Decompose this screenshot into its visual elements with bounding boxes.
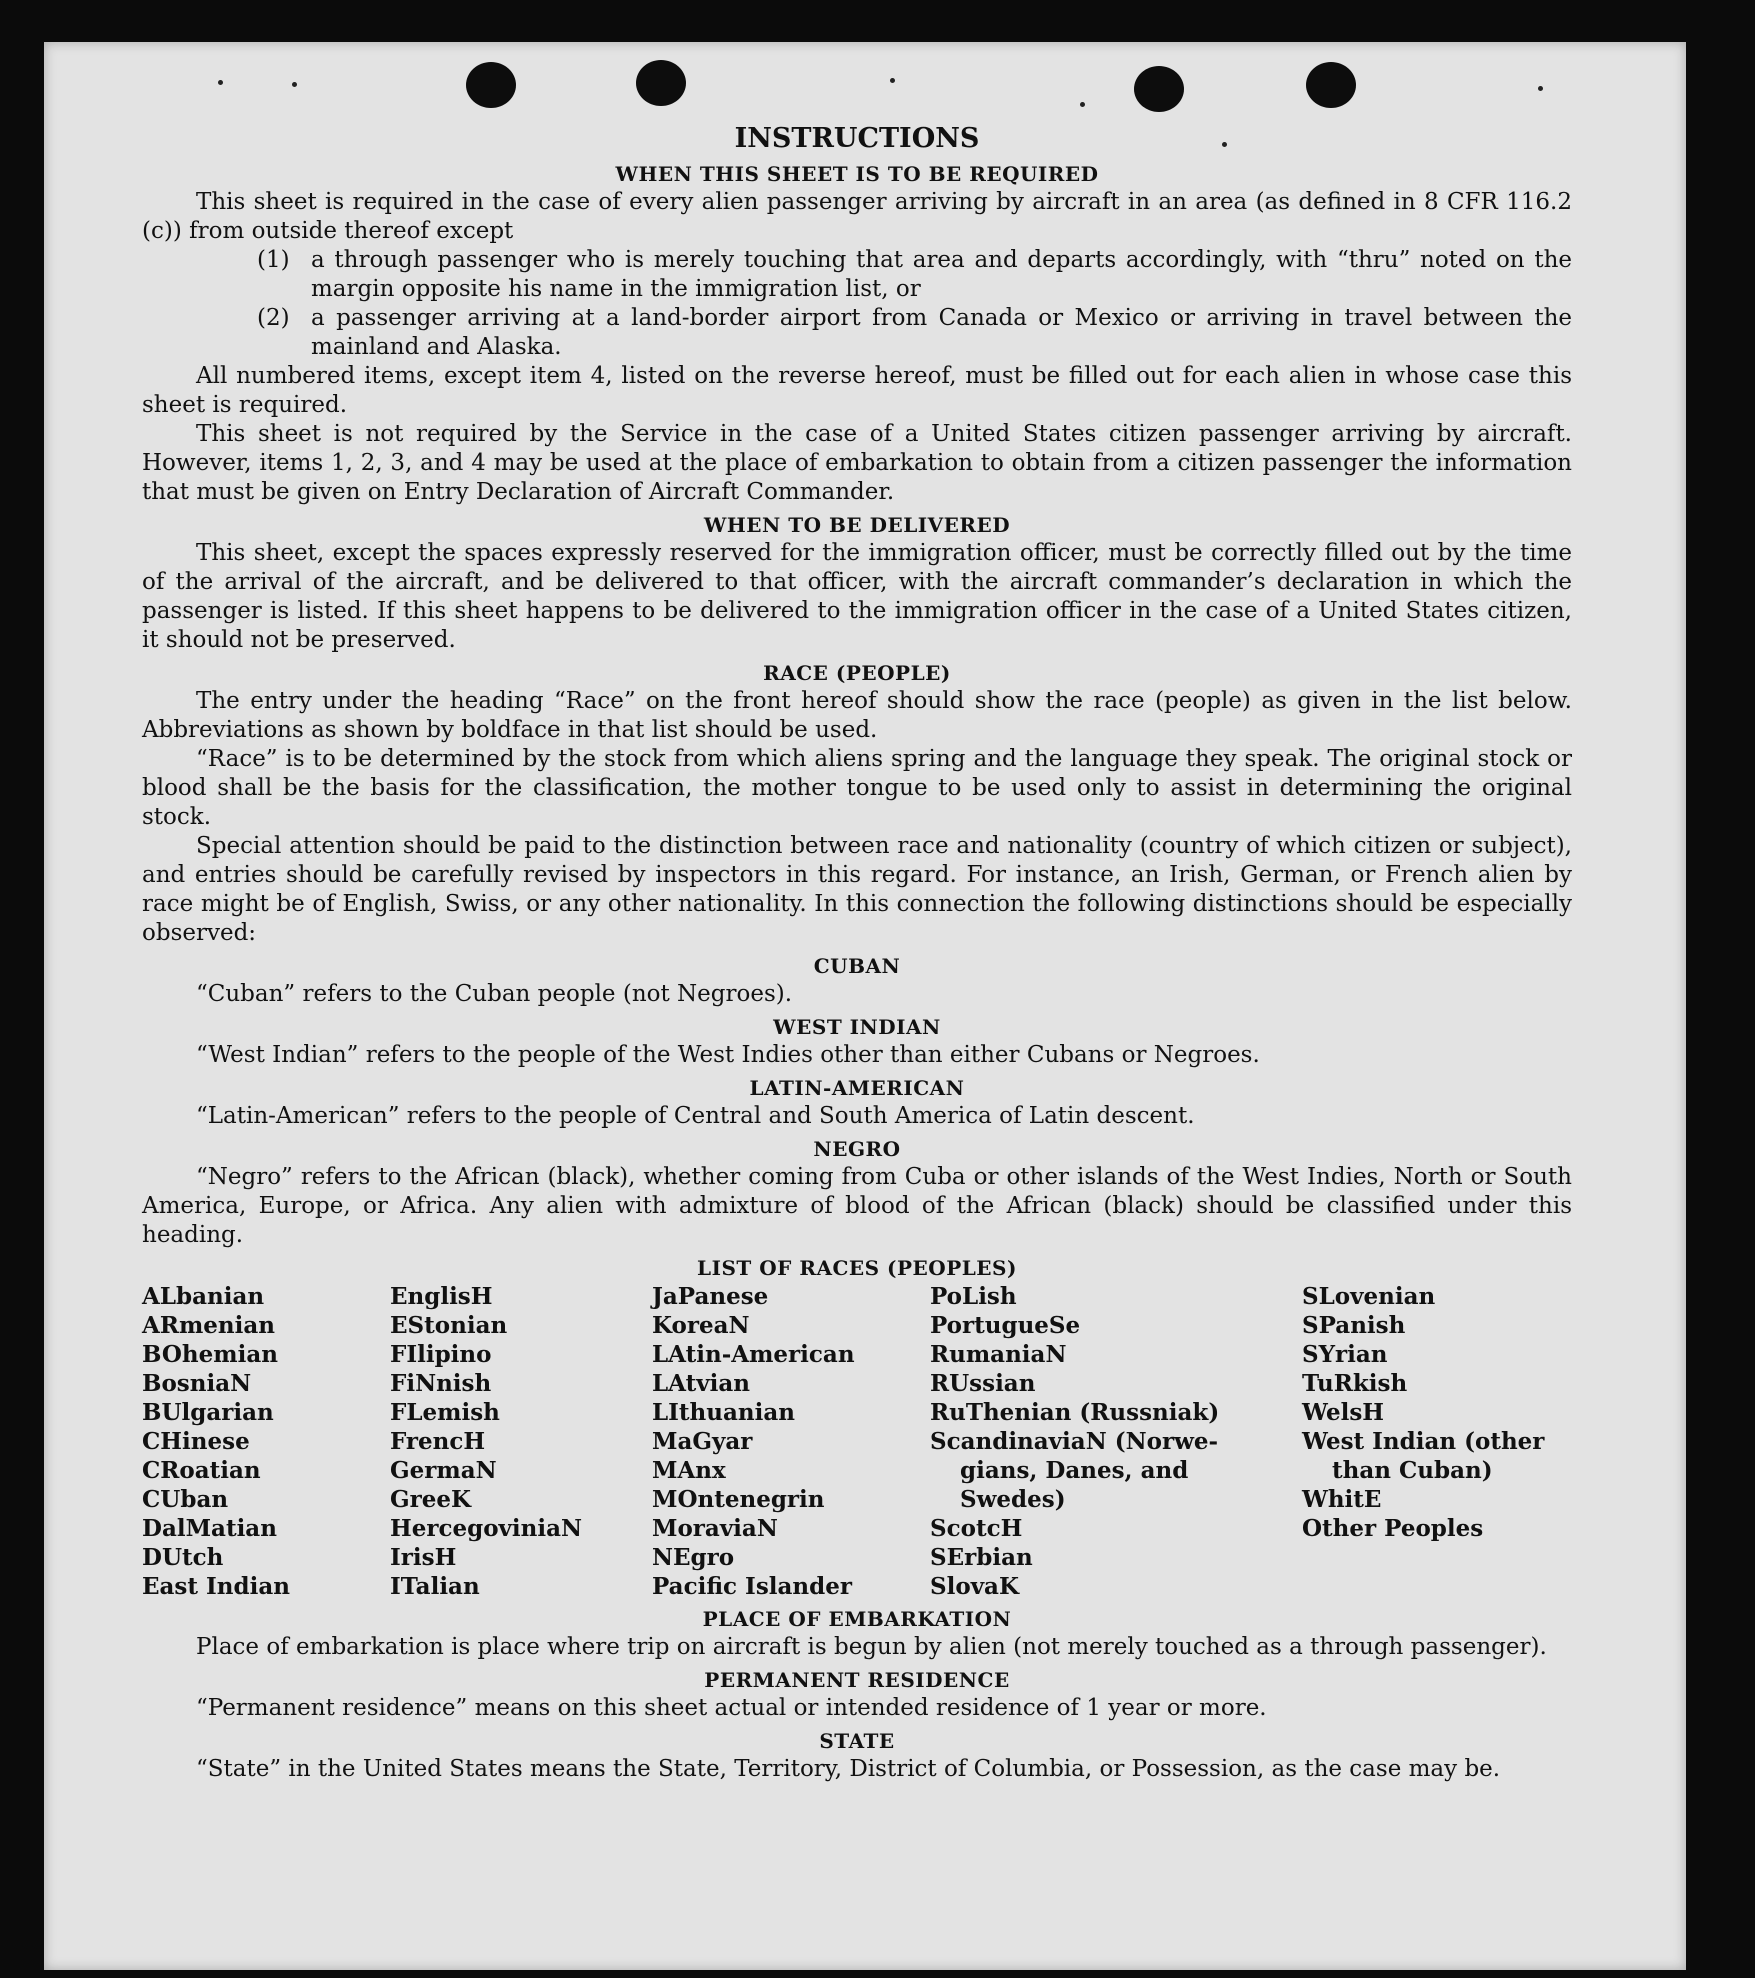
punch-hole bbox=[636, 60, 686, 106]
section-heading-residence: PERMANENT RESIDENCE bbox=[704, 1668, 1010, 1692]
section-heading-race: RACE (PEOPLE) bbox=[763, 661, 951, 685]
race-list-column bbox=[142, 1282, 390, 1601]
paper-speck bbox=[890, 78, 895, 83]
race-entry: FiNnish bbox=[390, 1370, 492, 1397]
section-heading-latin-american: LATIN-AMERICAN bbox=[749, 1076, 965, 1100]
punch-hole bbox=[1306, 62, 1356, 108]
race-entry: SLovenian bbox=[1302, 1283, 1436, 1310]
race-entry: MoraviaN bbox=[652, 1515, 778, 1542]
race-entry: RuThenian (Russniak) bbox=[930, 1399, 1220, 1426]
section-heading-west-indian: WEST INDIAN bbox=[773, 1015, 941, 1039]
race-entry: JaPanese bbox=[652, 1283, 769, 1310]
race-entry: WhitE bbox=[1302, 1486, 1382, 1513]
race-entry: SPanish bbox=[1302, 1312, 1406, 1339]
section-heading-required: WHEN THIS SHEET IS TO BE REQUIRED bbox=[615, 162, 1099, 186]
race-entry: ITalian bbox=[390, 1573, 480, 1600]
race-entry: WelsH bbox=[1302, 1399, 1385, 1426]
race-list-column bbox=[652, 1282, 930, 1601]
race-entry: BosniaN bbox=[142, 1370, 252, 1397]
paper-speck bbox=[292, 82, 297, 87]
race-entry: MOntenegrin bbox=[652, 1486, 825, 1513]
punch-hole bbox=[1134, 66, 1184, 112]
paragraph: “Negro” refers to the African (black), whether coming from Cuba or other islands of the West Indies, North or South America, Europe, or Africa. Any alien with admixture of blood of the African (black) should be classified under this heading. bbox=[142, 1164, 1572, 1248]
paragraph: Special attention should be paid to the distinction between race and nationality (country of which citizen or subject), and entries should be carefully revised by inspectors in this regard. For instance, an Irish, German, or French alien by race might be of English, Swiss, or any other nationality. In this connection the following distinctions should be especially observed: bbox=[142, 833, 1572, 946]
paragraph: “Permanent residence” means on this sheet actual or intended residence of 1 year or more. bbox=[196, 1695, 1267, 1721]
paper-speck bbox=[1080, 102, 1085, 107]
race-entry: ARmenian bbox=[142, 1312, 276, 1339]
exception-item bbox=[257, 304, 1572, 362]
race-entry: SlovaK bbox=[930, 1573, 1019, 1600]
race-entry: BOhemian bbox=[142, 1341, 278, 1368]
document-sheet bbox=[44, 42, 1686, 1970]
item-number: (2) bbox=[257, 305, 290, 331]
race-entry: ALbanian bbox=[142, 1283, 265, 1310]
race-entry: PortugueSe bbox=[930, 1312, 1081, 1339]
paragraph: All numbered items, except item 4, listed on the reverse hereof, must be filled out for each alien in whose case this sheet is required. bbox=[142, 363, 1572, 418]
section-heading-race-list: LIST OF RACES (PEOPLES) bbox=[697, 1256, 1017, 1280]
race-entry: GermaN bbox=[390, 1457, 497, 1484]
section-heading-delivered: WHEN TO BE DELIVERED bbox=[703, 513, 1011, 537]
race-entry: BUlgarian bbox=[142, 1399, 274, 1426]
race-entry: DUtch bbox=[142, 1544, 224, 1571]
race-entry: East Indian bbox=[142, 1573, 290, 1600]
paragraph: The entry under the heading “Race” on the front hereof should show the race (people) as given in the list below. Abbreviations as shown by boldface in that list should be used. bbox=[142, 688, 1572, 743]
race-entry: LIthuanian bbox=[652, 1399, 795, 1426]
section-heading-negro: NEGRO bbox=[813, 1137, 901, 1161]
item-text: a passenger arriving at a land-border airport from Canada or Mexico or arriving in travel between the mainland and Alaska. bbox=[311, 305, 1572, 360]
race-entry: ScandinaviaN (Norwe- bbox=[930, 1428, 1219, 1455]
race-entry: LAtin-American bbox=[652, 1341, 855, 1368]
race-entry: RumaniaN bbox=[930, 1341, 1067, 1368]
race-entry: PoLish bbox=[930, 1283, 1017, 1310]
item-number: (1) bbox=[257, 247, 290, 273]
race-list bbox=[142, 1282, 1572, 1601]
paragraph: Place of embarkation is place where trip on aircraft is begun by alien (not merely touched as a through passenger). bbox=[196, 1634, 1547, 1660]
race-entry: LAtvian bbox=[652, 1370, 750, 1397]
item-text: a through passenger who is merely touching that area and departs accordingly, with “thru” noted on the margin opposite his name in the immigration list, or bbox=[311, 247, 1572, 302]
paragraph: “Cuban” refers to the Cuban people (not Negroes). bbox=[196, 981, 793, 1007]
race-entry: NEgro bbox=[652, 1544, 735, 1571]
paragraph: “Race” is to be determined by the stock from which aliens spring and the language they speak. The original stock or blood shall be the basis for the classification, the mother tongue to be used only to assist in determining the original stock. bbox=[142, 746, 1572, 830]
race-entry: DalMatian bbox=[142, 1515, 277, 1542]
race-list-column bbox=[390, 1282, 652, 1601]
race-entry: FrencH bbox=[390, 1428, 486, 1455]
race-list-column bbox=[1302, 1282, 1544, 1601]
paragraph: “West Indian” refers to the people of the West Indies other than either Cubans or Negroes. bbox=[196, 1042, 1260, 1068]
race-entry: FLemish bbox=[390, 1399, 500, 1426]
paper-speck bbox=[218, 80, 223, 85]
race-entry: West Indian (other bbox=[1302, 1428, 1545, 1455]
paragraph: This sheet is not required by the Service in the case of a United States citizen passenger arriving by aircraft. However, items 1, 2, 3, and 4 may be used at the place of embarkation to obtain from a citizen passenger the information that must be given on Entry Declaration of Aircraft Commander. bbox=[142, 421, 1572, 505]
race-entry: MAnx bbox=[652, 1457, 726, 1484]
paragraph: This sheet, except the spaces expressly reserved for the immigration officer, must be correctly filled out by the time of the arrival of the aircraft, and be delivered to that officer, with the aircraft commander’s declaration in which the passenger is listed. If this sheet happens to be delivered to the immigration officer in the case of a United States citizen, it should not be preserved. bbox=[142, 540, 1572, 653]
race-entry: KoreaN bbox=[652, 1312, 750, 1339]
race-entry-continued: gians, Danes, and bbox=[960, 1457, 1189, 1484]
race-list-column bbox=[930, 1282, 1302, 1601]
paragraph: “Latin-American” refers to the people of Central and South America of Latin descent. bbox=[196, 1103, 1195, 1129]
race-entry: Pacific Islander bbox=[652, 1573, 852, 1600]
race-entry-continued: Swedes) bbox=[960, 1486, 1066, 1513]
race-entry: SYrian bbox=[1302, 1341, 1388, 1368]
race-entry: MaGyar bbox=[652, 1428, 753, 1455]
race-entry: TuRkish bbox=[1302, 1370, 1408, 1397]
exception-item bbox=[257, 246, 1572, 304]
race-entry: GreeK bbox=[390, 1486, 472, 1513]
race-entry: FIlipino bbox=[390, 1341, 492, 1368]
section-heading-embarkation: PLACE OF EMBARKATION bbox=[702, 1607, 1012, 1631]
paper-speck bbox=[1538, 86, 1543, 91]
section-heading-cuban: CUBAN bbox=[813, 954, 901, 978]
race-entry: Other Peoples bbox=[1302, 1515, 1484, 1542]
race-entry: SErbian bbox=[930, 1544, 1033, 1571]
race-entry: CRoatian bbox=[142, 1457, 261, 1484]
race-entry: CHinese bbox=[142, 1428, 250, 1455]
race-entry: IrisH bbox=[390, 1544, 457, 1571]
race-entry: EnglisH bbox=[390, 1283, 493, 1310]
document-title: INSTRUCTIONS bbox=[734, 123, 980, 154]
race-entry: CUban bbox=[142, 1486, 229, 1513]
race-entry: EStonian bbox=[390, 1312, 508, 1339]
punch-hole bbox=[466, 62, 516, 108]
race-entry: ScotcH bbox=[930, 1515, 1023, 1542]
race-entry-continued: than Cuban) bbox=[1332, 1457, 1493, 1484]
race-entry: HercegoviniaN bbox=[390, 1515, 583, 1542]
instructions-body bbox=[142, 122, 1572, 1784]
paragraph: This sheet is required in the case of every alien passenger arriving by aircraft in an area (as defined in 8 CFR 116.2 (c)) from outside thereof except bbox=[142, 189, 1572, 244]
paragraph: “State” in the United States means the State, Territory, District of Columbia, or Possession, as the case may be. bbox=[196, 1756, 1501, 1782]
section-heading-state: STATE bbox=[819, 1729, 895, 1753]
race-entry: RUssian bbox=[930, 1370, 1036, 1397]
